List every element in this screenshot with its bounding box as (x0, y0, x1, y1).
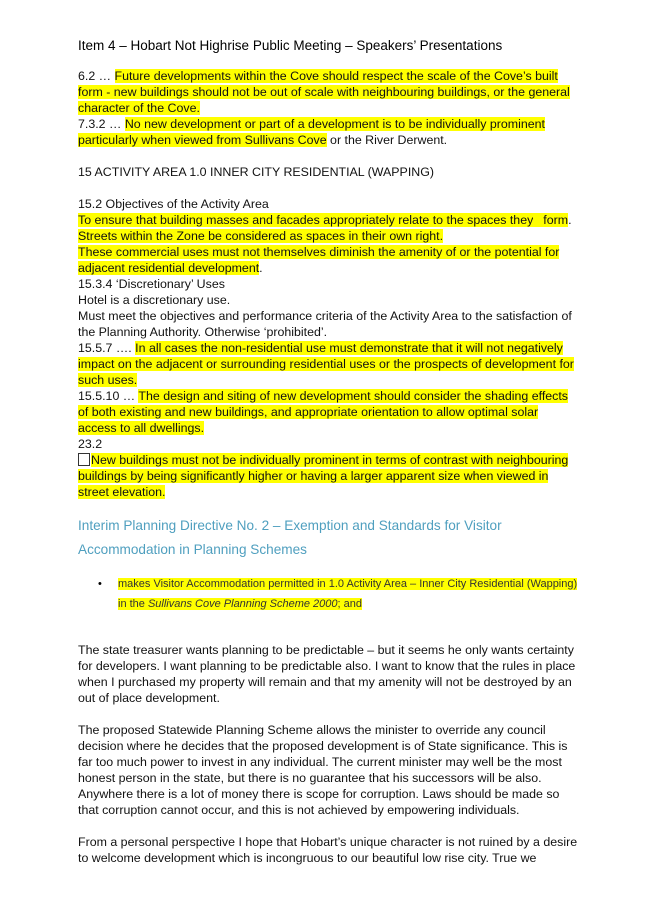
paragraph-statewide-scheme: The proposed Statewide Planning Scheme allows the minister to override any council decision where he decides that the proposed development is of State significance. This is far too much power to invest in any individual. The current minister may well be the most honest person in the state, but there is no guarantee that his successors will be also. Anywhere there is a lot of money there is scope for corruption. Laws should be made so that corruption cannot occur, and this is not achieved by empowering individuals. (78, 723, 568, 817)
bullet-part2: ; and (337, 598, 362, 610)
clause-15-3-4: 15.3.4 ‘Discretionary’ Uses (78, 277, 225, 291)
clause-15-5-10 (78, 388, 578, 436)
checkbox-icon (78, 453, 90, 466)
clause-6-2 (78, 68, 578, 116)
page-header: Item 4 – Hobart Not Highrise Public Meeting – Speakers’ Presentations (78, 38, 503, 53)
objective-1-end: . (568, 213, 572, 227)
clause-ref: 15.5.7 …. (78, 341, 136, 355)
objective-2 (78, 228, 578, 244)
hotel-line: Hotel is a discretionary use. (78, 293, 231, 307)
form-word: form (533, 213, 568, 227)
objective-1 (78, 212, 578, 228)
clause-ref: 15.5.10 … (78, 389, 139, 403)
highlighted-text: In all cases the non-residential use must demonstrate that it will not negatively impact on the adjacent or surrounding residential uses or the prospects of development for such uses. (78, 341, 574, 387)
activity-area-title: 15 ACTIVITY AREA 1.0 INNER CITY RESIDENTIAL (WAPPING) (78, 165, 434, 179)
bullet-text (118, 578, 577, 610)
clause-tail: or the River Derwent. (326, 133, 448, 147)
paragraph-treasurer: The state treasurer wants planning to be predictable – but it seems he only wants certainty for developers. I want planning to be predictable also. I want to know that the rules in place when I purchased my property will remain and that my amenity will not be destroyed by an out of place development. (78, 643, 576, 705)
directive-list (78, 574, 578, 614)
clause-15-5-7 (78, 340, 578, 388)
objective-3-end: . (259, 261, 263, 275)
clause-ref: 7.3.2 … (78, 117, 125, 131)
highlighted-text: Streets within the Zone be considered as spaces in their own right. (78, 229, 444, 243)
document-body (78, 68, 578, 866)
paragraph-personal: From a personal perspective I hope that Hobart’s unique character is not ruined by a desire to welcome development which is incongruous to our beautiful low rise city. True we (78, 835, 578, 865)
must-meet-line: Must meet the objectives and performance criteria of the Activity Area to the satisfaction of the Planning Authority. Otherwise ‘prohibited’. (78, 309, 572, 339)
highlighted-text: These commercial uses must not themselves diminish the amenity of or the potential for adjacent residential development (78, 245, 560, 275)
clause-ref: 6.2 … (78, 69, 115, 83)
highlighted-text: New buildings must not be individually prominent in terms of contrast with neighbouring buildings by being significantly higher or having a larger apparent size when viewed in street elevation. (78, 453, 569, 499)
clause-7-3-2 (78, 116, 578, 148)
highlighted-text: Future developments within the Cove should respect the scale of the Cove’s built form - new buildings should not be out of scale with neighbouring buildings, or the general character of the Cove. (78, 69, 570, 115)
list-item (102, 574, 578, 614)
clause-23-2: 23.2 (78, 437, 103, 451)
objectives-title: 15.2 Objectives of the Activity Area (78, 197, 269, 211)
highlighted-text: The design and siting of new development should consider the shading effects of both existing and new buildings, and appropriate orientation to allow optimal solar access to all dwellings. (78, 389, 569, 435)
directive-heading: Interim Planning Directive No. 2 – Exemption and Standards for Visitor Accommodation in Planning Schemes (78, 518, 502, 557)
highlighted-text: No new development or part of a development is to be individually prominent particularly when viewed from Sullivans Cove (78, 117, 545, 147)
clause-23-2-text (78, 452, 578, 500)
highlighted-text: To ensure that building masses and facades appropriately relate to the spaces they (78, 213, 534, 227)
bullet-part1: makes Visitor Accommodation permitted in 1.0 Activity Area – Inner City Residential (Wapping) in the (118, 578, 578, 610)
planning-scheme-name: Sullivans Cove Planning Scheme 2000 (147, 598, 338, 610)
objective-3 (78, 244, 578, 276)
